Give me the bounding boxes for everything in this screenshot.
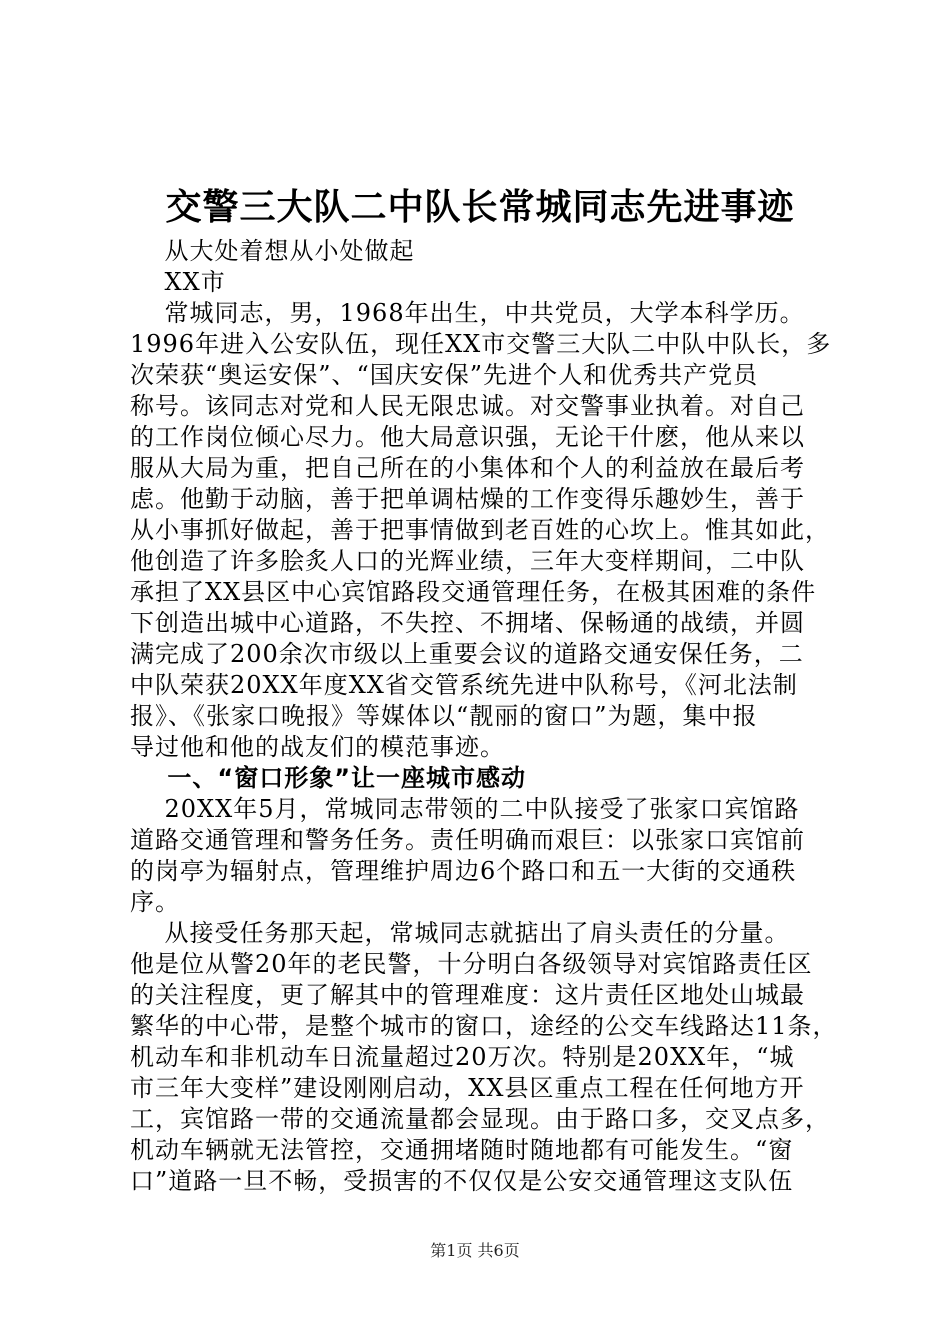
page-footer: 第1页 共6页 — [430, 1241, 520, 1260]
body-line: 的工作岗位倾心尽力。他大局意识强，无论干什麽，他从来以 — [130, 423, 805, 451]
document-title: 交警三大队二中队长常城同志先进事迹 — [165, 186, 795, 228]
body-line: 承担了XX县区中心宾馆路段交通管理任务，在极其困难的条件 — [130, 578, 817, 606]
body-line: 中队荣获20XX年度XX省交管系统先进中队称号，《河北法制 — [130, 671, 798, 699]
body-line: 服从大局为重，把自己所在的小集体和个人的利益放在最后考 — [130, 454, 805, 482]
document-body — [130, 236, 838, 1197]
body-line: 导过他和他的战友们的模范事迹。 — [130, 733, 505, 761]
body-line: 虑。他勤于动脑，善于把单调枯燥的工作变得乐趣妙生，善于 — [130, 485, 805, 513]
body-line: 的关注程度，更了解其中的管理难度：这片责任区地处山城最 — [130, 981, 805, 1009]
body-line: 机动车和非机动车日流量超过20万次。特别是20XX年，“城 — [130, 1043, 795, 1071]
body-line: 序。 — [130, 888, 180, 916]
body-line: 常城同志，男，1968年出生，中共党员，大学本科学历。 — [130, 299, 805, 327]
body-line: 20XX年5月，常城同志带领的二中队接受了张家口宾馆路 — [130, 795, 800, 823]
body-line: 口”道路一旦不畅，受损害的不仅仅是公安交通管理这支队伍 — [130, 1167, 794, 1195]
body-line: 他创造了许多脍炙人口的光辉业绩，三年大变样期间，二中队 — [130, 547, 805, 575]
body-line: XX市 — [130, 268, 226, 296]
body-line: 1996年进入公安队伍，现任XX市交警三大队二中队中队长，多 — [130, 330, 832, 358]
body-line: 从接受任务那天起，常城同志就掂出了肩头责任的分量。 — [130, 919, 790, 947]
body-line: 工，宾馆路一带的交通流量都会显现。由于路口多，交叉点多， — [130, 1105, 830, 1133]
body-line: 称号。该同志对党和人民无限忠诚。对交警事业执着。对自己 — [130, 392, 805, 420]
body-line: 从小事抓好做起，善于把事情做到老百姓的心坎上。惟其如此， — [130, 516, 830, 544]
body-line: 从大处着想从小处做起 — [130, 237, 415, 265]
section-heading: 一、“窗口形象”让一座城市感动 — [130, 764, 526, 792]
body-line: 机动车辆就无法管控，交通拥堵随时随地都有可能发生。“窗 — [130, 1136, 794, 1164]
body-line: 繁华的中心带，是整个城市的窗口，途经的公交车线路达11条， — [130, 1012, 838, 1040]
body-line: 满完成了200余次市级以上重要会议的道路交通安保任务，二 — [130, 640, 804, 668]
body-line: 道路交通管理和警务任务。责任明确而艰巨：以张家口宾馆前 — [130, 826, 805, 854]
body-line: 次荣获“奥运安保”、“国庆安保”先进个人和优秀共产党员 — [130, 361, 759, 389]
body-line: 的岗亭为辐射点，管理维护周边6个路口和五一大街的交通秩 — [130, 857, 797, 885]
body-line: 报》、《张家口晚报》等媒体以“靓丽的窗口”为题，集中报 — [130, 702, 758, 730]
body-line: 他是位从警20年的老民警，十分明白各级领导对宾馆路责任区 — [130, 950, 813, 978]
body-line: 市三年大变样”建设刚刚启动，XX县区重点工程在任何地方开 — [130, 1074, 805, 1102]
body-line: 下创造出城中心道路，不失控、不拥堵、保畅通的战绩，并圆 — [130, 609, 805, 637]
